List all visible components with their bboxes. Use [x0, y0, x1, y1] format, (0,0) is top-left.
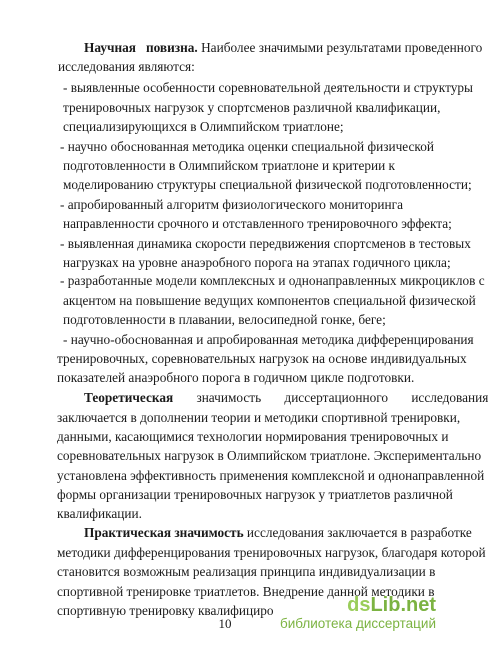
line-11: - выявленная динамика скорости передвижения спортсменов в тестовых	[60, 236, 471, 251]
line-20: заключается в дополнении теории и методики спортивной тренировки,	[57, 410, 461, 425]
line-13: - разработанные модели комплексных и однонаправленных микроциклов с	[60, 273, 485, 288]
line-3: - выявленные особенности соревновательной деятельности и структуры	[63, 80, 473, 95]
heading-novelty: Научная повизна.	[84, 40, 198, 55]
line-23: установлена эффективность применения комплексной и однонаправленной	[57, 468, 485, 483]
line-15: подготовленности в плавании, велосипедной гонке, беге;	[63, 312, 386, 327]
line-10: направленности срочного и отставленного тренировочного эффекта;	[63, 216, 452, 231]
line-4: тренировочных нагрузок у спортсменов различной квалификации,	[63, 100, 441, 115]
line-27: методики дифференцирования тренировочных нагрузок, благодаря которой	[57, 545, 486, 560]
line-28: становится возможным реализация принципа индивидуализации в	[57, 564, 436, 579]
line-24: формы организации тренировочных нагрузок у триатлетов различной	[57, 487, 453, 502]
line-8: моделированию структуры специальной физической подготовленности;	[63, 177, 472, 192]
dslib-watermark[interactable]	[280, 594, 436, 632]
line-5: специализирующихся в Олимпийском триатлоне;	[63, 119, 344, 134]
line-21: данными, касающимися технологии нормирования тренировочных и	[57, 429, 449, 444]
line-16: - научно-обоснованная и апробированная методика дифференцирования	[63, 332, 474, 347]
heading-practical: Практическая значимость	[84, 525, 244, 540]
line-30: спортивную тренировку квалифициро	[57, 603, 274, 618]
line-1: Научная повизна. Наиболее значимыми результатами проведенного	[84, 40, 483, 55]
line-7: подготовленности в Олимпийском триатлоне и критерии к	[63, 158, 396, 173]
line-9: - апробированный алгоритм физиологического мониторинга	[60, 197, 404, 212]
line-29: спортивной тренировке триатлетов. Внедрение данной методики в	[57, 584, 435, 599]
heading-theoretical: Теоретическая	[84, 390, 174, 405]
line-25: квалификации.	[57, 506, 142, 521]
watermark-logo: dsLib.net	[347, 594, 436, 616]
line-18: показателей анаэробного порога в годичном цикле подготовки.	[57, 370, 415, 385]
line-12: нагрузках на уровне анаэробного порога на этапах годичного цикла;	[63, 255, 451, 270]
line-6: - научно обоснованная методика оценки специальной физической	[60, 139, 434, 154]
line-22: соревновательных нагрузок в Олимпийском триатлоне. Экспериментально	[57, 448, 482, 463]
line-14: акцентом на повышение ведущих компонентов специальной физической	[63, 293, 476, 308]
line-2: исследования являются:	[58, 59, 195, 74]
line-26: Практическая значимость исследования заключается в разработке	[84, 525, 472, 540]
page-number: 10	[218, 616, 232, 631]
watermark-subtitle: библиотека диссертаций	[279, 616, 436, 631]
line-17: тренировочных, соревновательных нагрузок на основе индивидуальных	[57, 351, 467, 366]
line-19: Теоретическая значимость диссертационного исследования	[84, 390, 488, 405]
